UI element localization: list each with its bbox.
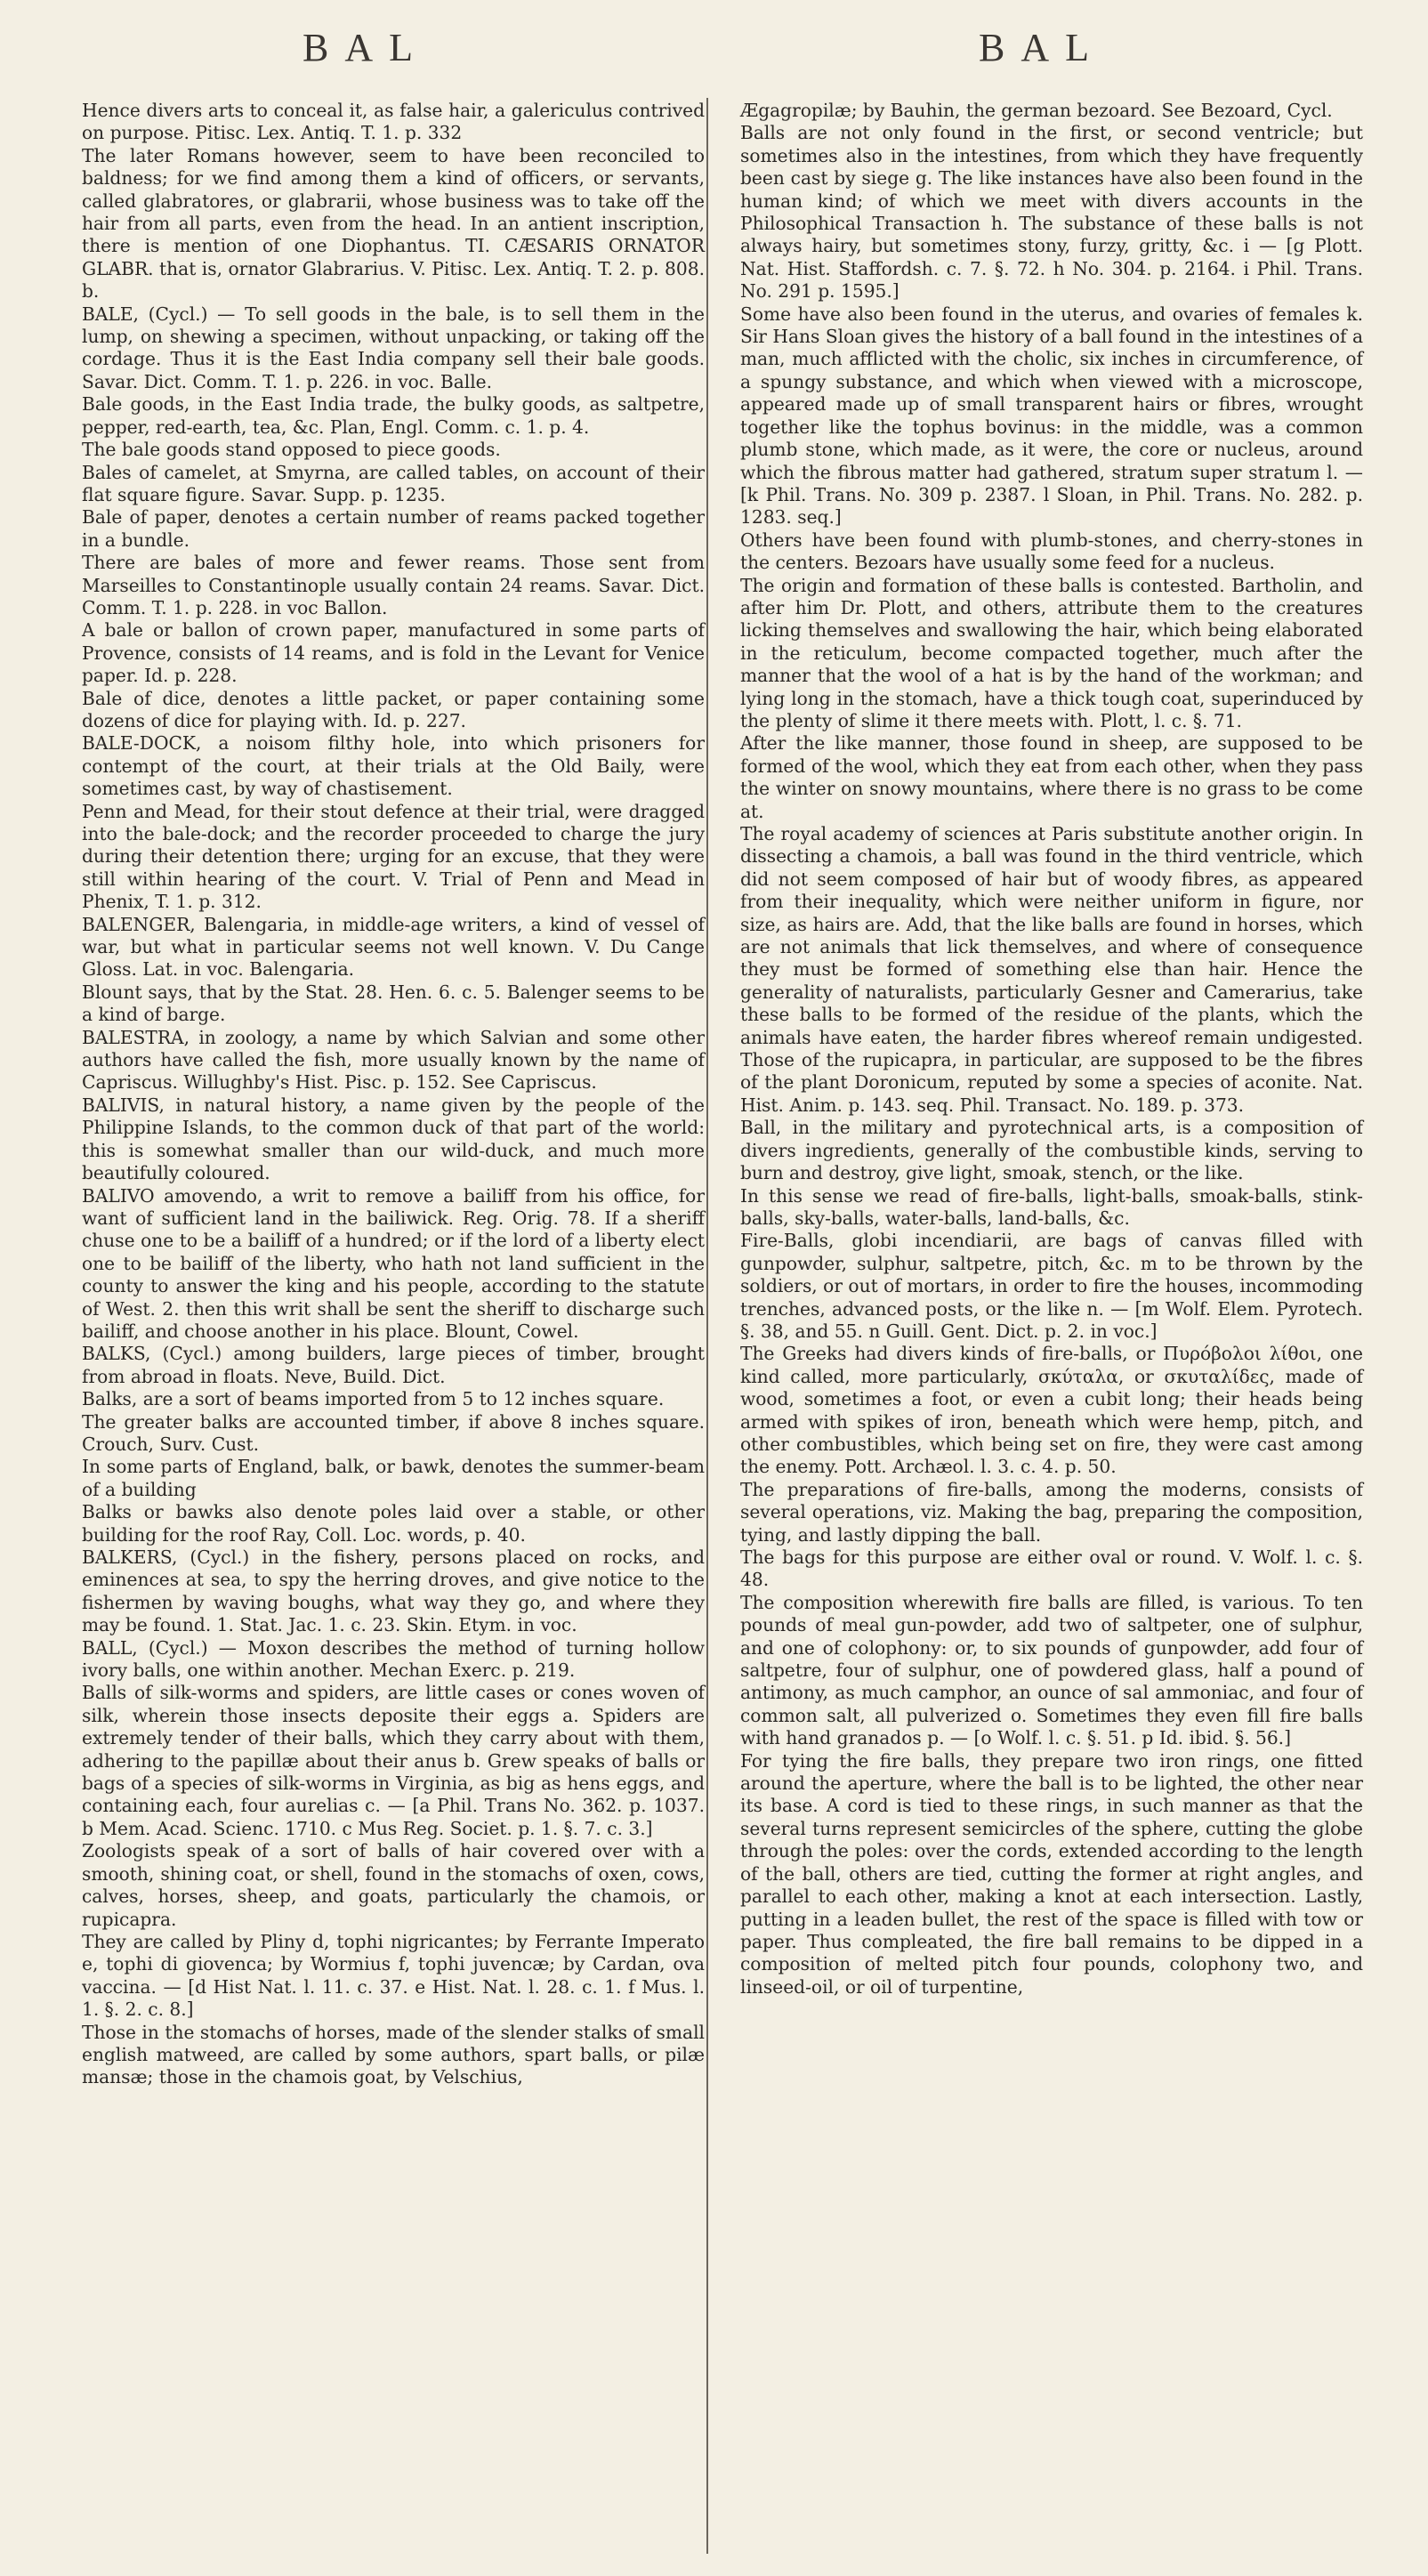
paragraph: BALIVO amovendo, a writ to remove a bailiff from his office, for want of sufficient land in the bailiwick. Reg. Orig. 78. If a sheriff chuse one to be a bailiff of a hundred; or if the lord of a liberty elect one to be bailiff of the liberty, who hath not land sufficient in the county to answer the king and his people, according to the statute of West. 2. then this writ shall be sent the sheriff to discharge such bailiff, and choose another in his place. Blount, Cowel.	[82, 1184, 705, 1342]
paragraph: Penn and Mead, for their stout defence at their trial, were dragged into the bale-dock; and the recorder proceeded to charge the jury during their detention there; urging for an excuse, that they were still within hearing of the court. V. Trial of Penn and Mead in Phenix, T. 1. p. 312.	[82, 800, 705, 913]
paragraph: Some have also been found in the uterus, and ovaries of females k. Sir Hans Sloan gives the history of a ball found in the intestines of a man, much afflicted with the cholic, six inches in circumference, of a spungy substance, and which when viewed with a microscope, appeared made up of small transparent hairs or fibres, wrought together like the tophus bovinus: in the middle, was a common plumb stone, which made, as it were, the core or nucleus, around which the fibrous matter had gathered, stratum super stratum l. — [k Phil. Trans. No. 309 p. 2387. l Sloan, in Phil. Trans. No. 282. p. 1283. seq.]	[740, 303, 1363, 529]
paragraph: BALKERS, (Cycl.) in the fishery, persons placed on rocks, and eminences at sea, to spy the herring droves, and give notice to the fishermen by waving boughs, what way they go, and where they may be found. 1. Stat. Jac. 1. c. 23. Skin. Etym. in voc.	[82, 1546, 705, 1636]
paragraph: The preparations of fire-balls, among the moderns, consists of several operations, viz. Making the bag, preparing the composition, tying, and lastly dipping the ball.	[740, 1478, 1363, 1546]
paragraph: BALIVIS, in natural history, a name given by the people of the Philippine Islands, to the common duck of that part of the world: this is somewhat smaller than our wild-duck, and much more beautifully coloured.	[82, 1094, 705, 1184]
paragraph: In some parts of England, balk, or bawk, denotes the summer-beam of a building	[82, 1456, 705, 1500]
paragraph: Bale of paper, denotes a certain number of reams packed together in a bundle.	[82, 506, 705, 551]
running-head-right: BAL	[979, 26, 1105, 69]
paragraph: Those in the stomachs of horses, made of the slender stalks of small english matweed, are called by some authors, spart balls, or pilæ mansæ; those in the chamois goat, by Velschius,	[82, 2021, 705, 2088]
paragraph: Bales of camelet, at Smyrna, are called tables, on account of their flat square figure. Savar. Supp. p. 1235.	[82, 461, 705, 505]
paragraph: BALE-DOCK, a noisom filthy hole, into which prisoners for contempt of the court, at their trials at the Old Baily, were sometimes cast, by way of chastisement.	[82, 732, 705, 800]
paragraph: Ball, in the military and pyrotechnical arts, is a composition of divers ingredients, generally of the combustible kinds, serving to burn and destroy, give light, smoak, stench, or the like.	[740, 1117, 1363, 1184]
paragraph: BALESTRA, in zoology, a name by which Salvian and some other authors have called the fish, more usually known by the name of Capriscus. Willughby's Hist. Pisc. p. 152. See Capriscus.	[82, 1026, 705, 1094]
paragraph: In this sense we read of fire-balls, light-balls, smoak-balls, stink-balls, sky-balls, water-balls, land-balls, &c.	[740, 1184, 1363, 1229]
running-head-left: BAL	[303, 26, 429, 69]
paragraph: The royal academy of sciences at Paris substitute another origin. In dissecting a chamois, a ball was found in the third ventricle, which did not seem composed of hair but of woody fibres, as appeared from their inequality, which were neither uniform in figure, nor size, as hairs are. Add, that the like balls are found in horses, which are not animals that lick themselves, and where of consequence they must be formed of something else than hair. Hence the generality of naturalists, particularly Gesner and Camerarius, take these balls to be formed of the residue of the plants, which the animals have eaten, the harder fibres whereof remain undigested. Those of the rupicapra, in particular, are supposed to be the fibres of the plant Doronicum, reputed by some a species of aconite. Nat. Hist. Anim. p. 143. seq. Phil. Transact. No. 189. p. 373.	[740, 823, 1363, 1116]
paragraph: Others have been found with plumb-stones, and cherry-stones in the centers. Bezoars have usually some feed for a nucleus.	[740, 529, 1363, 574]
paragraph: For tying the fire balls, they prepare two iron rings, one fitted around the aperture, where the ball is to be lighted, the other near its base. A cord is tied to these rings, in such manner as that the several turns represent semicircles of the sphere, cutting the globe through the poles: over the cords, extended according to the length of the ball, others are tied, cutting the former at right angles, and parallel to each other, making a knot at each intersection. Lastly, putting in a leaden bullet, the rest of the space is filled with tow or paper. Thus compleated, the fire ball remains to be dipped in a composition of melted pitch four pounds, colophony two, and linseed-oil, or oil of turpentine,	[740, 1749, 1363, 1998]
paragraph: The origin and formation of these balls is contested. Bartholin, and after him Dr. Plott, and others, attribute them to the creatures licking themselves and swallowing the hair, which being elaborated in the reticulum, become compacted together, much after the manner that the wool of a hat is by the hand of the workman; and lying long in the stomach, have a thick tough coat, superinduced by the plenty of slime it there meets with. Plott, l. c. §. 71.	[740, 574, 1363, 731]
paragraph: The composition wherewith fire balls are filled, is various. To ten pounds of meal gun-powder, add two of saltpeter, one of sulphur, and one of colophony: or, to six pounds of gunpowder, add four of saltpetre, four of sulphur, one of powdered glass, half a pound of antimony, as much camphor, an ounce of sal ammoniac, and four of common salt, all pulverized o. Sometimes they even fill fire balls with hand granados p. — [o Wolf. l. c. §. 51. p Id. ibid. §. 56.]	[740, 1591, 1363, 1749]
paragraph: Balls of silk-worms and spiders, are little cases or cones woven of silk, wherein those insects deposite their eggs a. Spiders are extremely tender of their balls, which they carry about with them, adhering to the papillæ about their anus b. Grew speaks of balls or bags of a species of silk-worms in Virginia, as big as hens eggs, and containing each, four aurelias c. — [a Phil. Trans No. 362. p. 1037. b Mem. Acad. Scienc. 1710. c Mus Reg. Societ. p. 1. §. 7. c. 3.]	[82, 1682, 705, 1839]
column-divider	[706, 98, 708, 2554]
paragraph: Balks, are a sort of beams imported from 5 to 12 inches square.	[82, 1388, 665, 1410]
paragraph: BALL, (Cycl.) — Moxon describes the method of turning hollow ivory balls, one within another. Mechan Exerc. p. 219.	[82, 1636, 705, 1682]
paragraph: Fire-Balls, globi incendiarii, are bags of canvas filled with gunpowder, sulphur, saltpetre, pitch, &c. m to be thrown by the soldiers, or out of mortars, in order to fire the houses, incommoding trenches, advanced posts, or the like n. — [m Wolf. Elem. Pyrotech. §. 38, and 55. n Guill. Gent. Dict. p. 2. in voc.]	[740, 1230, 1363, 1342]
paragraph: The greater balks are accounted timber, if above 8 inches square. Crouch, Surv. Cust.	[82, 1410, 705, 1455]
paragraph: BALKS, (Cycl.) among builders, large pieces of timber, brought from abroad in floats. Neve, Build. Dict.	[82, 1343, 705, 1387]
paragraph: BALE, (Cycl.) — To sell goods in the bale, is to sell them in the lump, on shewing a specimen, without unpacking, or taking off the cordage. Thus it is the East India company sell their bale goods. Savar. Dict. Comm. T. 1. p. 226. in voc. Balle.	[82, 303, 705, 392]
paragraph: There are bales of more and fewer reams. Those sent from Marseilles to Constantinople usually contain 24 reams. Savar. Dict. Comm. T. 1. p. 228. in voc Ballon.	[82, 552, 705, 618]
paragraph: After the like manner, those found in sheep, are supposed to be formed of the wool, which they eat from each other, when they pass the winter on snowy mountains, where there is no grass to be come at.	[740, 732, 1363, 822]
paragraph: Zoologists speak of a sort of balls of hair covered over with a smooth, shining coat, or shell, found in the stomachs of oxen, cows, calves, horses, sheep, and goats, particularly the chamois, or rupicapra.	[82, 1840, 705, 1930]
paragraph: Ægagropilæ; by Bauhin, the german bezoard. See Bezoard, Cycl.	[740, 100, 1333, 121]
paragraph: They are called by Pliny d, tophi nigricantes; by Ferrante Imperato e, tophi di giovenca; by Wormius f, tophi juvencæ; by Cardan, ova vaccina. — [d Hist Nat. l. 11. c. 37. e Hist. Nat. l. 28. c. 1. f Mus. l. 1. §. 2. c. 8.]	[82, 1930, 705, 2021]
paragraph: Balls are not only found in the first, or second ventricle; but sometimes also in the intestines, from which they have frequently been cast by siege g. The like instances have also been found in the human kind; of which we meet with divers accounts in the Philosophical Transaction h. The substance of these balls is not always hairy, but sometimes stony, furzy, gritty, &c. i — [g Plott. Nat. Hist. Staffordsh. c. 7. §. 72. h No. 304. p. 2164. i Phil. Trans. No. 291 p. 1595.]	[740, 122, 1363, 303]
paragraph: BALENGER, Balengaria, in middle-age writers, a kind of vessel of war, but what in particular seems not well known. V. Du Cange Gloss. Lat. in voc. Balengaria.	[82, 913, 705, 981]
paragraph: A bale or ballon of crown paper, manufactured in some parts of Provence, consists of 14 reams, and is fold in the Levant for Venice paper. Id. p. 228.	[82, 619, 705, 687]
paragraph: Hence divers arts to conceal it, as false hair, a galericulus contrived on purpose. Pitisc. Lex. Antiq. T. 1. p. 332	[82, 100, 705, 144]
paragraph: Bale goods, in the East India trade, the bulky goods, as saltpetre, pepper, red-earth, tea, &c. Plan, Engl. Comm. c. 1. p. 4.	[82, 393, 705, 438]
paragraph: Blount says, that by the Stat. 28. Hen. 6. c. 5. Balenger seems to be a kind of barge.	[82, 981, 705, 1026]
left-column	[82, 100, 705, 2089]
paragraph: The later Romans however, seem to have been reconciled to baldness; for we find among them a kind of officers, or servants, called glabratores, or glabrarii, whose business was to take off the hair from all parts, even from the head. In an antient inscription, there is mention of one Diophantus. TI. CÆSARIS ORNATOR GLABR. that is, ornator Glabrarius. V. Pitisc. Lex. Antiq. T. 2. p. 808. b.	[82, 144, 705, 303]
paragraph: The bags for this purpose are either oval or round. V. Wolf. l. c. §. 48.	[740, 1546, 1363, 1591]
paragraph: Bale of dice, denotes a little packet, or paper containing some dozens of dice for playing with. Id. p. 227.	[82, 687, 705, 731]
paragraph: Balks or bawks also denote poles laid over a stable, or other building for the roof Ray, Coll. Loc. words, p. 40.	[82, 1501, 705, 1546]
paragraph: The Greeks had divers kinds of fire-balls, or Πυρόβολοι λίθοι, one kind called, more particularly, σκύταλα, or σκυταλίδες, made of wood, sometimes a foot, or even a cubit long; their heads being armed with spikes of iron, beneath which were hemp, pitch, and other combustibles, which being set on fire, they were cast among the enemy. Pott. Archæol. l. 3. c. 4. p. 50.	[740, 1343, 1363, 1478]
paragraph: The bale goods stand opposed to piece goods.	[82, 439, 501, 461]
right-column	[740, 100, 1363, 1999]
